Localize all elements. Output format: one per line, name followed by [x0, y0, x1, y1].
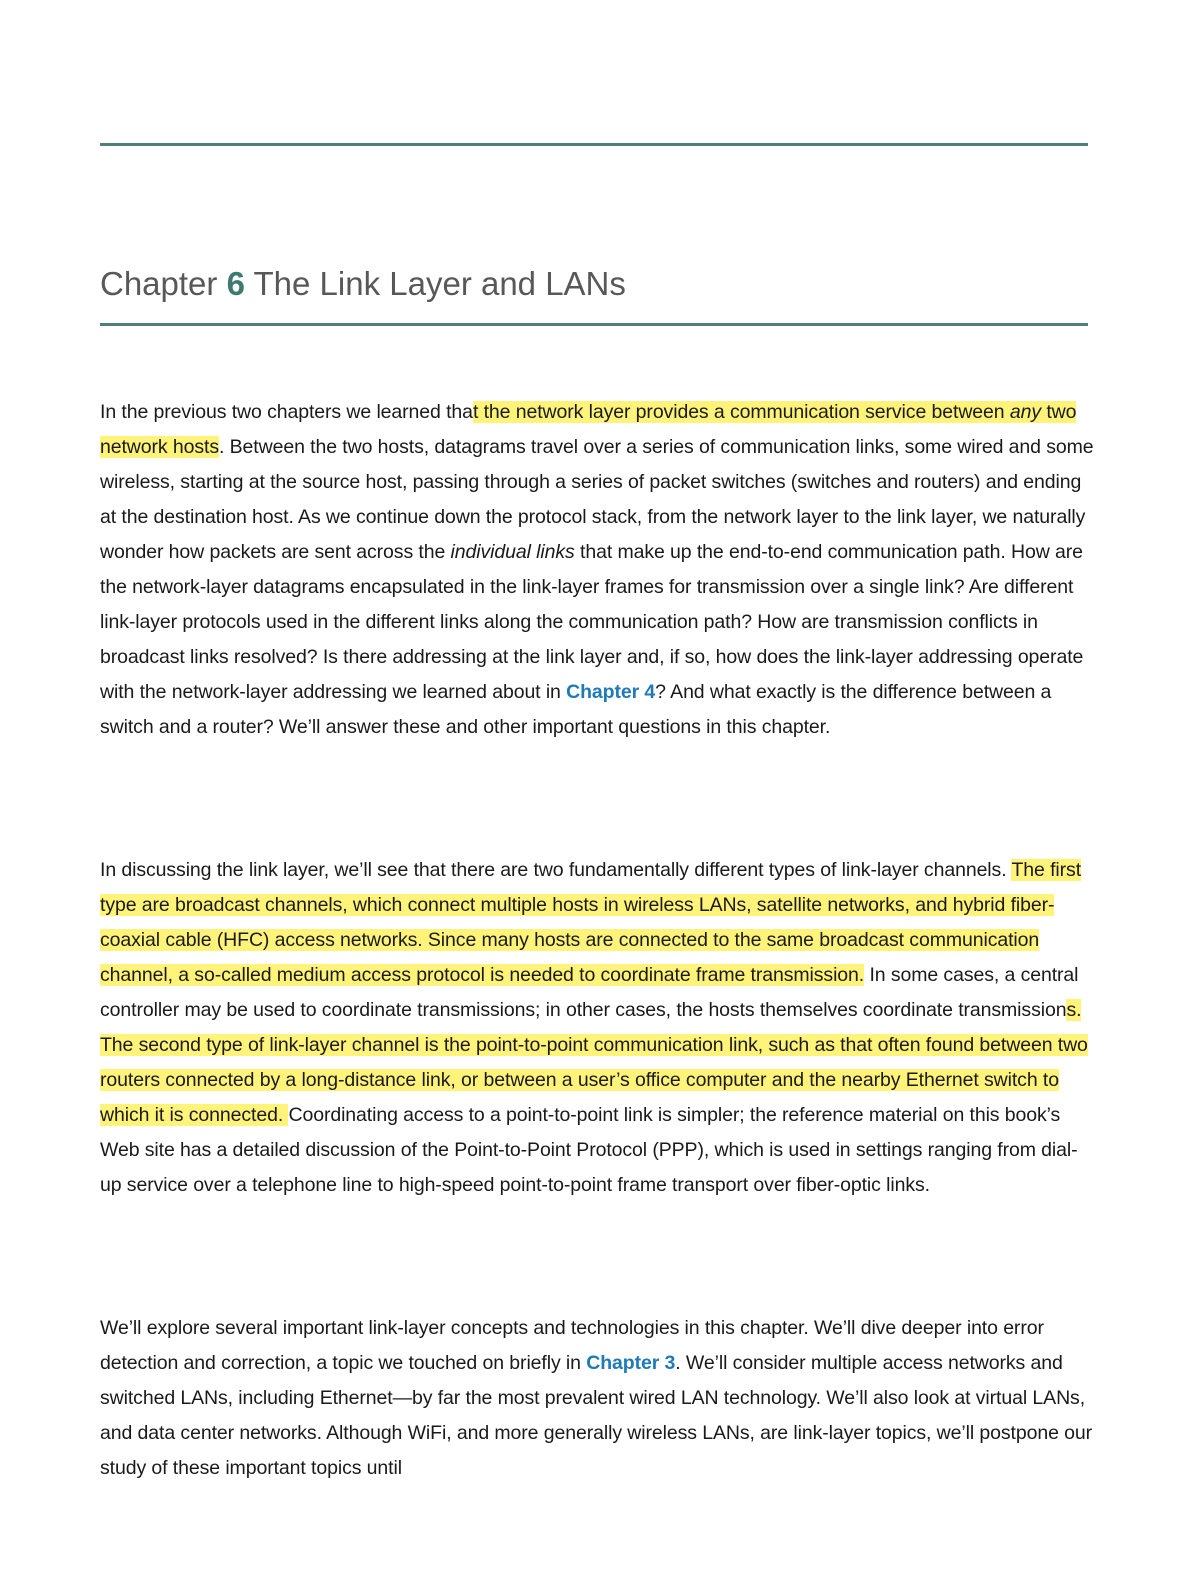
top-divider	[100, 143, 1088, 146]
p3-text-1: We’ll explore several important link-layer concepts and technologies in this chapter. We’ll dive deeper into error detection and correction, a topic we touched on briefly in	[100, 1317, 1044, 1374]
p2-highlight-2: s. The second type of link-layer channel is the point-to-point communication link, such as that often found between two routers connected by a long-distance link, or between a user’s office computer and the nearby Ethernet switch to which it is connected.	[100, 999, 1088, 1126]
p3-text-2: . We’ll consider multiple access networks and switched LANs, including Ethernet—by far the most prevalent wired LAN technology. We’ll also look at virtual LANs, and data center networks. Although WiFi, and more generally wireless LANs, are link-layer topics, we’ll postpone our study of these important topics until	[100, 1352, 1093, 1479]
p1-highlight-text-2: two network hosts	[100, 401, 1077, 458]
p2-text-3: Coordinating access to a point-to-point link is simpler; the reference material on this book’s Web site has a detailed discussion of the Point-to-Point Protocol (PPP), which is used in settings ranging from dial-up service over a telephone line to high-speed point-to-point frame transport over fiber-optic links.	[100, 1104, 1078, 1196]
p1-text-1: In the previous two chapters we learned tha	[100, 401, 473, 423]
p1-text-3: that make up the end-to-end communication path. How are the network-layer datagrams encapsulated in the link-layer frames for transmission over a single link? Are different link-layer protocols used in the different links along the communication path? How are transmission conflicts in broadcast links resolved? Is there addressing at the link layer and, if so, how does the link-layer addressing operate with the network-layer addressing we learned about in	[100, 541, 1084, 703]
chapter-4-link[interactable]: Chapter 4	[566, 681, 656, 703]
p1-text-2: . Between the two hosts, datagrams travel over a series of communication links, some wired and some wireless, starting at the source host, passing through a series of packet switches (switches and routers) and ending at the destination host. As we continue down the protocol stack, from the network layer to the link layer, we naturally wonder how packets are sent across the	[100, 436, 1094, 563]
p1-highlight-text: t the network layer provides a communication service between	[472, 401, 1010, 423]
p1-emphasis-individual-links: individual links	[450, 541, 575, 563]
p1-emphasis-any: any	[1009, 401, 1041, 423]
p2-text-2: In some cases, a central controller may be used to coordinate transmissions; in other cases, the hosts themselves coordinate transmission	[100, 964, 1079, 1021]
p2-highlight-1: The first type are broadcast channels, which connect multiple hosts in wireless LANs, satellite networks, and hybrid fiber-coaxial cable (HFC) access networks. Since many hosts are connected to the same broadcast communication channel, a so-called medium access protocol is needed to coordinate frame transmission.	[100, 859, 1082, 986]
chapter-3-link[interactable]: Chapter 3	[586, 1352, 676, 1374]
chapter-title-text: The Link Layer and LANs	[253, 265, 626, 303]
p1-text-4: ? And what exactly is the difference between a switch and a router? We’ll answer these and other important questions in this chapter.	[100, 681, 1052, 738]
chapter-number: 6	[226, 265, 245, 303]
paragraph-2	[100, 853, 1095, 1203]
chapter-title-prefix: Chapter	[100, 265, 218, 303]
paragraph-1	[100, 395, 1095, 745]
p2-text-1: In discussing the link layer, we’ll see that there are two fundamentally different types of link-layer channels.	[100, 859, 1012, 881]
chapter-title	[100, 262, 626, 306]
bottom-divider	[100, 323, 1088, 326]
paragraph-3	[100, 1311, 1095, 1486]
